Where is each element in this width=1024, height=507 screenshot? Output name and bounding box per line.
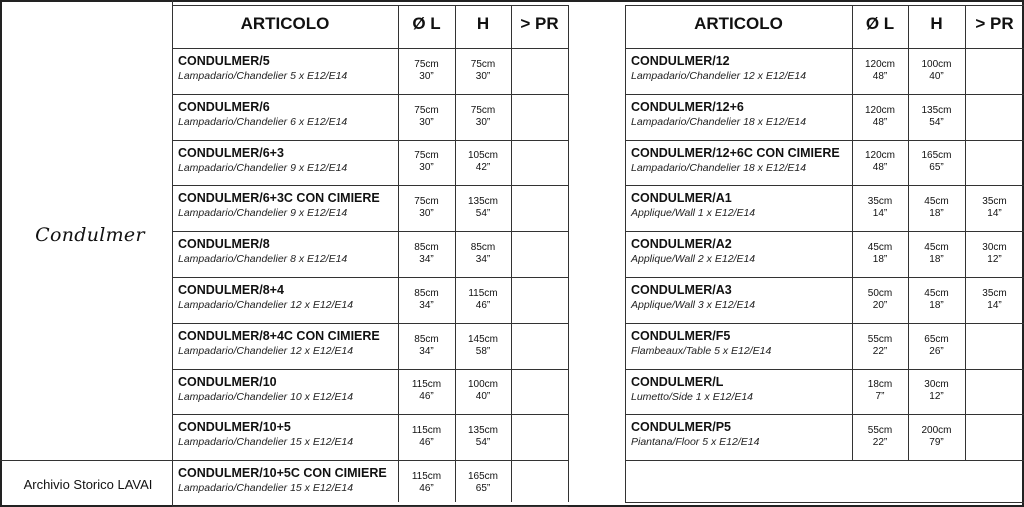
diameter-value-cm: 55cm: [867, 333, 893, 345]
height-value-cm: 165cm: [467, 471, 498, 483]
article-description: Lampadario/Chandelier 12 x E12/E14: [178, 344, 354, 357]
diameter-value: [398, 462, 455, 504]
height-value-cm: 145cm: [467, 333, 498, 345]
projection-value: [965, 142, 1024, 184]
grid-line: [455, 5, 456, 502]
height-value-inch: 54”: [929, 116, 944, 128]
archive-label: Archivio Storico LAVAI: [23, 476, 153, 492]
article-cell: [178, 282, 353, 313]
height-value: [455, 462, 511, 504]
article-description: Lampadario/Chandelier 9 x E12/E14: [178, 161, 348, 174]
projection-value: [511, 187, 568, 229]
article-description: Lampadario/Chandelier 18 x E12/E14: [631, 115, 807, 128]
height-value-inch: 12”: [929, 391, 944, 403]
projection-value: [511, 462, 568, 504]
article-description: Lampadario/Chandelier 12 x E12/E14: [178, 299, 354, 311]
table-row: [172, 323, 568, 369]
diameter-value: [852, 279, 908, 321]
diameter-value-inch: 34”: [419, 299, 434, 311]
header-height: H: [476, 14, 490, 33]
diameter-value-cm: 75cm: [414, 58, 439, 70]
header-diameter: Ø L: [412, 14, 441, 33]
height-value: [908, 96, 965, 138]
article-description: Lampadario/Chandelier 8 x E12/E14: [178, 253, 348, 266]
table-row: [172, 460, 568, 506]
height-value: [455, 142, 511, 184]
height-value: [908, 187, 965, 229]
table-row: [172, 185, 568, 231]
article-description: Applique/Wall 3 x E12/E14: [631, 299, 756, 311]
height-value: [908, 371, 965, 413]
projection-value-inch: 14”: [987, 208, 1002, 220]
article-code: CONDULMER/L: [631, 374, 724, 389]
grid-line: [172, 185, 568, 186]
height-value-inch: 46”: [475, 299, 491, 311]
article-cell: [178, 465, 387, 496]
article-cell: [631, 374, 753, 405]
height-value-inch: 30”: [475, 70, 491, 82]
height-value: [455, 50, 511, 92]
article-code: CONDULMER/F5: [631, 328, 731, 343]
diameter-value: [398, 233, 455, 275]
height-value-inch: 65”: [475, 483, 491, 495]
grid-line: [908, 5, 909, 460]
grid-line: [398, 5, 399, 502]
grid-line: [172, 231, 568, 232]
grid-line: [172, 460, 568, 461]
diameter-value-cm: 85cm: [414, 287, 439, 299]
diameter-value-inch: 48”: [872, 162, 888, 174]
article-code: CONDULMER/6+3: [178, 145, 284, 160]
article-cell: [631, 419, 759, 450]
height-value-cm: 45cm: [924, 287, 949, 299]
projection-value: [511, 371, 568, 413]
diameter-value-inch: 30”: [419, 162, 434, 174]
diameter-value-cm: 115cm: [411, 379, 442, 391]
height-value: [455, 371, 511, 413]
diameter-value: [398, 187, 455, 229]
article-cell: [631, 282, 755, 313]
grid-line: [172, 369, 568, 370]
diameter-value: [852, 371, 908, 413]
header-projection: > PR: [520, 14, 559, 33]
height-value: [455, 279, 511, 321]
grid-line: [172, 94, 568, 95]
article-cell: [631, 328, 771, 359]
article-description: Lampadario/Chandelier 10 x E12/E14: [178, 390, 354, 403]
height-value-inch: 18”: [929, 208, 944, 220]
table-row: [172, 48, 568, 94]
projection-value: [965, 279, 1024, 321]
projection-value: [965, 187, 1024, 229]
height-value-cm: 135cm: [921, 104, 952, 116]
article-cell: [178, 236, 347, 267]
height-value-cm: 100cm: [467, 379, 498, 391]
table-row: [172, 231, 568, 277]
projection-value-cm: 30cm: [982, 242, 1007, 254]
height-value-inch: 26”: [929, 345, 944, 357]
grid-line: [852, 5, 853, 460]
grid-line: [625, 5, 626, 502]
diameter-value-inch: 46”: [419, 483, 434, 495]
diameter-value-cm: 75cm: [414, 196, 439, 208]
diameter-value-cm: 18cm: [867, 379, 893, 391]
header-article: ARTICOLO: [240, 14, 330, 33]
article-description: Lampadario/Chandelier 18 x E12/E14: [631, 161, 807, 174]
diameter-value-inch: 34”: [419, 254, 434, 266]
height-value: [908, 142, 965, 184]
diameter-value-inch: 7”: [875, 391, 885, 403]
diameter-value-cm: 45cm: [867, 242, 893, 254]
height-value: [455, 416, 511, 458]
article-cell: [178, 374, 353, 405]
article-cell: [178, 190, 380, 221]
projection-value-inch: 12”: [987, 254, 1002, 266]
diameter-value: [852, 187, 908, 229]
height-value-cm: 165cm: [921, 150, 952, 162]
article-description: Lampadario/Chandelier 15 x E12/E14: [178, 482, 354, 495]
height-value: [455, 187, 511, 229]
article-description: Applique/Wall 2 x E12/E14: [631, 253, 756, 266]
grid-line: [172, 277, 568, 278]
projection-value: [965, 416, 1024, 458]
article-description: Lampadario/Chandelier 6 x E12/E14: [178, 115, 348, 128]
projection-value-cm: 35cm: [982, 287, 1007, 299]
projection-value-cm: 35cm: [982, 196, 1007, 208]
grid-line: [965, 5, 966, 460]
height-value-inch: 40”: [475, 391, 491, 403]
article-description: Lampadario/Chandelier 9 x E12/E14: [178, 207, 348, 220]
article-code: CONDULMER/8+4C CON CIMIERE: [178, 328, 380, 343]
diameter-value: [852, 50, 908, 92]
diameter-value-inch: 20”: [872, 299, 888, 311]
grid-line: [625, 502, 1024, 503]
grid-line: [568, 5, 569, 502]
height-value: [908, 233, 965, 275]
height-value: [455, 325, 511, 367]
projection-value: [965, 325, 1024, 367]
height-value-inch: 54”: [475, 208, 491, 220]
height-value-cm: 115cm: [468, 287, 498, 299]
height-value-cm: 200cm: [921, 425, 952, 437]
diameter-value-inch: 14”: [872, 208, 888, 220]
diameter-value: [398, 325, 455, 367]
article-code: CONDULMER/6: [178, 99, 270, 114]
header-projection: > PR: [975, 14, 1014, 33]
article-code: CONDULMER/10: [178, 374, 277, 389]
diameter-value-inch: 46”: [419, 391, 434, 403]
diameter-value-cm: 55cm: [867, 425, 893, 437]
projection-value: [965, 233, 1024, 275]
height-value: [908, 416, 965, 458]
diameter-value-cm: 75cm: [414, 150, 439, 162]
height-value: [908, 325, 965, 367]
article-cell: [178, 53, 347, 84]
article-code: CONDULMER/6+3C CON CIMIERE: [178, 191, 380, 206]
diameter-value-cm: 120cm: [864, 150, 895, 162]
table-row: [172, 369, 568, 415]
height-value-cm: 45cm: [924, 196, 949, 208]
height-value-inch: 65”: [929, 162, 944, 174]
article-code: CONDULMER/12+6C CON CIMIERE: [631, 145, 840, 160]
diameter-value-cm: 50cm: [867, 287, 893, 299]
diameter-value: [852, 416, 908, 458]
diameter-value-inch: 34”: [419, 345, 434, 357]
height-value-inch: 40”: [929, 70, 944, 82]
article-cell: [178, 328, 380, 359]
height-value-cm: 45cm: [924, 242, 949, 254]
height-value: [908, 279, 965, 321]
diameter-value-cm: 115cm: [411, 471, 442, 483]
article-description: Piantana/Floor 5 x E12/E14: [631, 436, 760, 449]
diameter-value-inch: 48”: [872, 116, 888, 128]
header-article: ARTICOLO: [694, 14, 783, 33]
diameter-value-inch: 22”: [872, 345, 888, 357]
height-value-cm: 135cm: [467, 425, 498, 437]
diameter-value-cm: 120cm: [864, 58, 895, 70]
diameter-value-cm: 35cm: [867, 196, 893, 208]
article-code: CONDULMER/12+6: [631, 99, 744, 114]
article-description: Lampadario/Chandelier 12 x E12/E14: [631, 70, 807, 82]
projection-value: [511, 416, 568, 458]
header-diameter: Ø L: [865, 14, 895, 33]
article-description: Flambeaux/Table 5 x E12/E14: [631, 344, 772, 357]
height-value-inch: 34”: [475, 254, 491, 266]
article-code: CONDULMER/12: [631, 54, 730, 68]
article-code: CONDULMER/10+5: [178, 420, 291, 435]
article-code: CONDULMER/A3: [631, 283, 732, 297]
diameter-value: [398, 96, 455, 138]
table-row: [172, 414, 568, 460]
height-value-inch: 18”: [929, 254, 944, 266]
article-cell: [178, 145, 347, 176]
height-value: [908, 50, 965, 92]
diameter-value: [398, 142, 455, 184]
article-cell: [631, 190, 755, 221]
article-code: CONDULMER/A1: [631, 191, 732, 206]
article-code: CONDULMER/5: [178, 54, 270, 68]
article-cell: [631, 236, 755, 267]
diameter-value: [852, 142, 908, 184]
height-value-cm: 65cm: [924, 333, 949, 345]
height-value: [455, 233, 511, 275]
diameter-value-cm: 85cm: [414, 242, 439, 254]
projection-value: [965, 96, 1024, 138]
height-value-inch: 42”: [475, 162, 491, 174]
grid-line: [172, 414, 568, 415]
article-cell: [631, 99, 806, 130]
height-value-inch: 54”: [475, 437, 491, 449]
projection-value: [511, 325, 568, 367]
article-description: Lumetto/Side 1 x E12/E14: [631, 390, 753, 403]
diameter-value-inch: 48”: [872, 70, 888, 82]
diameter-value: [852, 325, 908, 367]
projection-value: [511, 96, 568, 138]
grid-line: [172, 5, 568, 6]
diameter-value: [852, 96, 908, 138]
article-cell: [631, 145, 840, 176]
height-value-inch: 18”: [929, 299, 944, 311]
height-value-cm: 75cm: [470, 104, 496, 116]
article-code: CONDULMER/A2: [631, 237, 732, 252]
projection-value: [965, 50, 1024, 92]
grid-line: [625, 460, 1024, 461]
height-value: [455, 96, 511, 138]
height-value-inch: 30”: [475, 116, 491, 128]
diameter-value-cm: 115cm: [411, 425, 442, 437]
article-cell: [178, 419, 353, 450]
article-description: Lampadario/Chandelier 15 x E12/E14: [178, 436, 354, 449]
projection-value: [511, 279, 568, 321]
diameter-value-inch: 30”: [419, 208, 434, 220]
height-value-cm: 75cm: [470, 58, 496, 70]
table-row: [172, 94, 568, 140]
height-value-inch: 58”: [475, 345, 491, 357]
divider: [0, 460, 172, 461]
table-row: [172, 277, 568, 323]
article-code: CONDULMER/10+5C CON CIMIERE: [178, 466, 387, 481]
projection-value: [511, 233, 568, 275]
article-cell: [631, 53, 806, 84]
grid-line: [511, 5, 512, 502]
height-value-cm: 135cm: [467, 196, 498, 208]
article-cell: [178, 99, 347, 130]
projection-value: [511, 50, 568, 92]
brand-logo: Condulmer: [35, 224, 145, 246]
diameter-value-inch: 30”: [419, 70, 434, 82]
projection-value-inch: 14”: [987, 299, 1002, 311]
grid-line: [172, 323, 568, 324]
height-value-inch: 79”: [929, 437, 944, 449]
grid-line: [172, 48, 568, 49]
diameter-value: [852, 233, 908, 275]
article-description: Lampadario/Chandelier 5 x E12/E14: [178, 70, 348, 82]
diameter-value: [398, 416, 455, 458]
height-value-cm: 30cm: [924, 379, 949, 391]
projection-value: [511, 142, 568, 184]
diameter-value: [398, 50, 455, 92]
article-code: CONDULMER/P5: [631, 420, 732, 435]
diameter-value-inch: 22”: [872, 437, 888, 449]
diameter-value-inch: 30”: [419, 116, 434, 128]
height-value-cm: 105cm: [467, 150, 498, 162]
diameter-value-cm: 120cm: [864, 104, 895, 116]
article-description: Applique/Wall 1 x E12/E14: [631, 207, 756, 220]
diameter-value-inch: 18”: [872, 254, 888, 266]
height-value-cm: 85cm: [470, 242, 496, 254]
diameter-value: [398, 371, 455, 413]
header-height: H: [930, 14, 943, 33]
diameter-value: [398, 279, 455, 321]
article-code: CONDULMER/8: [178, 237, 270, 252]
diameter-value-inch: 46”: [419, 437, 434, 449]
diameter-value-cm: 75cm: [414, 104, 439, 116]
table-row: [172, 140, 568, 186]
diameter-value-cm: 85cm: [414, 333, 439, 345]
projection-value: [965, 371, 1024, 413]
grid-line: [172, 140, 568, 141]
height-value-cm: 100cm: [921, 58, 952, 70]
article-code: CONDULMER/8+4: [178, 283, 284, 297]
